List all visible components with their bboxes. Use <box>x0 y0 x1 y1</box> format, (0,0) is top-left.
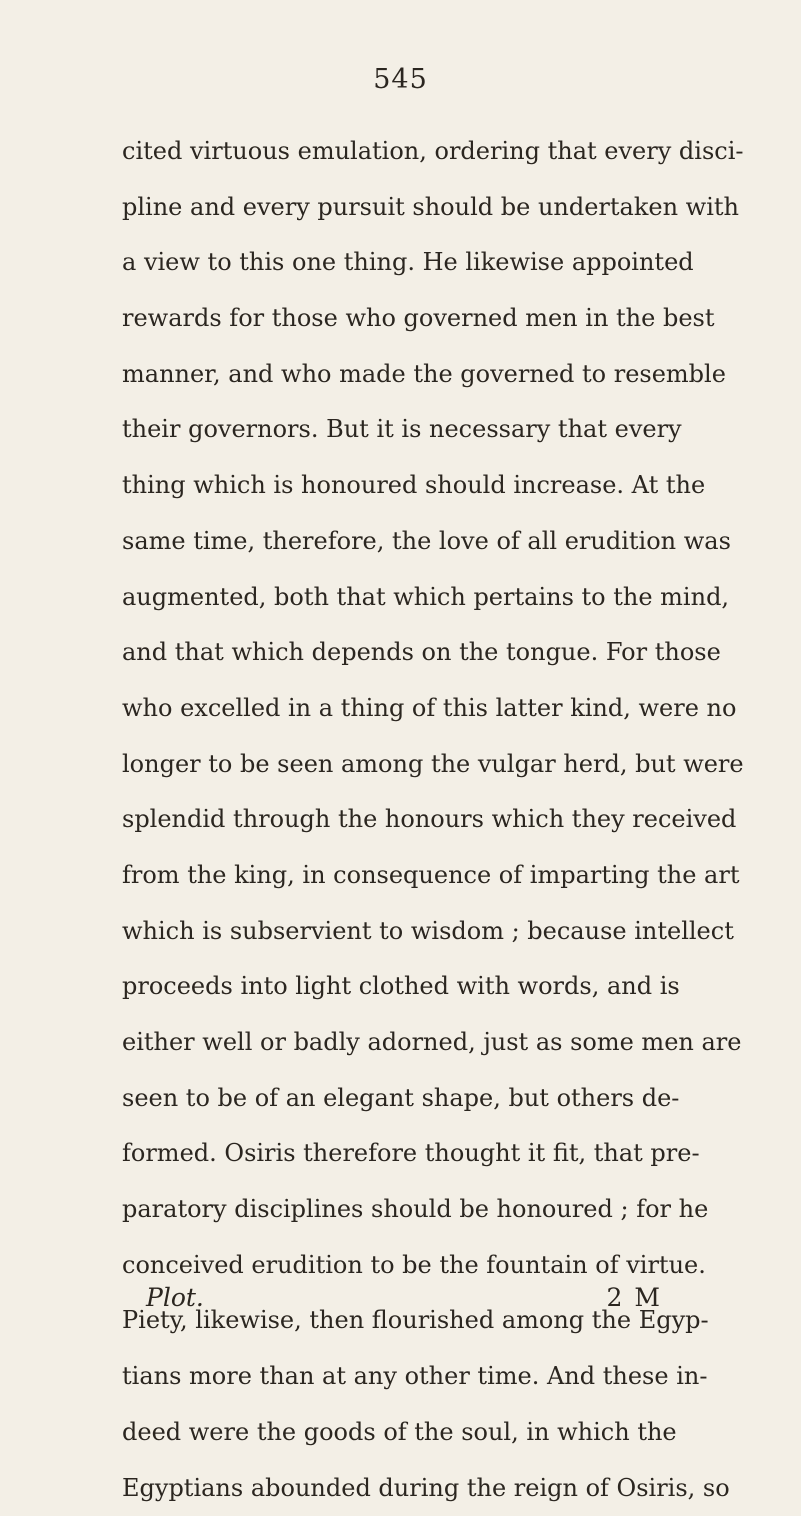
text-line: manner, and who made the governed to resemble <box>122 347 664 403</box>
text-line: who excelled in a thing of this latter kind, were no <box>122 681 664 737</box>
text-line: pline and every pursuit should be undertaken with <box>122 180 664 236</box>
text-line: deed were the goods of the soul, in which the <box>122 1405 664 1461</box>
text-line: formed. Osiris therefore thought it fit, that pre- <box>122 1126 664 1182</box>
text-line: thing which is honoured should increase. At the <box>122 458 664 514</box>
page-number: 545 <box>0 64 801 95</box>
text-line: which is subservient to wisdom ; because intellect <box>122 904 664 960</box>
text-line: cited virtuous emulation, ordering that every disci- <box>122 124 664 180</box>
text-line: either well or badly adorned, just as some men are <box>122 1015 664 1071</box>
text-line: longer to be seen among the vulgar herd, but were <box>122 737 664 793</box>
text-line: tians more than at any other time. And these in- <box>122 1349 664 1405</box>
text-line: conceived erudition to be the fountain of virtue. <box>122 1238 664 1294</box>
text-line: splendid through the honours which they received <box>122 792 664 848</box>
text-line: paratory disciplines should be honoured ; for he <box>122 1182 664 1238</box>
text-line: seen to be of an elegant shape, but others de- <box>122 1071 664 1127</box>
text-line: from the king, in consequence of imparting the art <box>122 848 664 904</box>
text-line: proceeds into light clothed with words, and is <box>122 959 664 1015</box>
text-line: rewards for those who governed men in the best <box>122 291 664 347</box>
text-line: and that which depends on the tongue. For those <box>122 625 664 681</box>
text-line: Egyptians abounded during the reign of Osiris, so <box>122 1461 664 1516</box>
text-line: augmented, both that which pertains to the mind, <box>122 570 664 626</box>
sheet-mark: 2 M <box>607 1283 662 1312</box>
text-line: same time, therefore, the love of all erudition was <box>122 514 664 570</box>
page-footer <box>146 1283 662 1323</box>
text-line: Piety, likewise, then flourished among the Egyp- <box>122 1293 664 1349</box>
text-line: their governors. But it is necessary that every <box>122 402 664 458</box>
text-line: a view to this one thing. He likewise appointed <box>122 235 664 291</box>
signature-mark: Plot. <box>146 1283 204 1312</box>
